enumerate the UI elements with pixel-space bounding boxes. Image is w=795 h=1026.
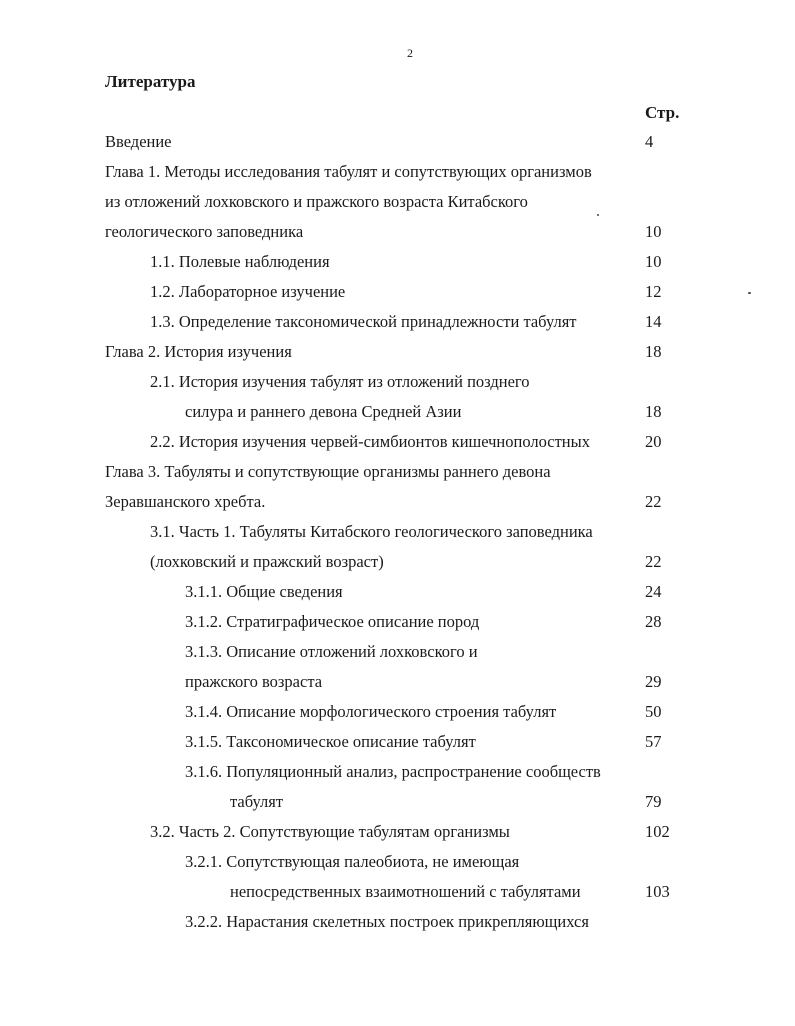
toc-entry-text: 3.1.5. Таксономическое описание табулят <box>185 732 476 751</box>
toc-entry-text: Введение <box>105 132 172 151</box>
toc-entry-3-2-1-cont <box>0 881 795 911</box>
toc-entry-text: 3.1.4. Описание морфологического строения табулят <box>185 702 557 721</box>
toc-entry-text: Глава 2. История изучения <box>105 342 292 361</box>
toc-entry-3-1-4 <box>0 701 795 731</box>
toc-entry-3-1-1 <box>0 581 795 611</box>
toc-entry-chapter-3 <box>0 461 795 491</box>
toc-entry-text: 3.2.1. Сопутствующая палеобиота, не имеющая <box>185 852 520 871</box>
toc-entry-3-2-2 <box>0 911 795 941</box>
toc-entry-3-1-5 <box>0 731 795 761</box>
toc-entry-introduction <box>0 131 795 161</box>
toc-entry-page: 22 <box>645 492 662 511</box>
toc-entry-text: 2.2. История изучения червей-симбионтов кишечнополостных <box>150 432 590 451</box>
toc-entry-3-1-3 <box>0 641 795 671</box>
toc-entry-text: непосредственных взаимотношений с табулятами <box>230 882 581 901</box>
toc-entry-text: (лохковский и пражский возраст) <box>150 552 384 571</box>
toc-entry-page: 18 <box>645 402 662 421</box>
toc-entry-chapter-3-cont <box>0 491 795 521</box>
toc-entry-text: 3.1. Часть 1. Табуляты Китабского геологического заповедника <box>150 522 593 541</box>
toc-entry-1-2 <box>0 281 795 311</box>
toc-entry-3-1 <box>0 521 795 551</box>
toc-entry-page: 103 <box>645 882 670 901</box>
toc-entry-text: 3.1.3. Описание отложений лохковского и <box>185 642 478 661</box>
toc-entry-2-1-cont <box>0 401 795 431</box>
toc-entry-3-2-1 <box>0 851 795 881</box>
page-number: 2 <box>407 46 413 60</box>
toc-entry-2-1 <box>0 371 795 401</box>
toc-entry-page: 22 <box>645 552 662 571</box>
toc-entry-text: силура и раннего девона Средней Азии <box>185 402 462 421</box>
toc-entry-page: 12 <box>645 282 662 301</box>
toc-entry-text: табулят <box>230 792 284 811</box>
toc-entry-text: 3.1.1. Общие сведения <box>185 582 343 601</box>
toc-entry-text: Глава 3. Табуляты и сопутствующие организмы раннего девона <box>105 462 551 481</box>
toc-entry-text: Зеравшанского хребта. <box>105 492 266 511</box>
toc-entry-page: 29 <box>645 672 662 691</box>
toc-entry-page: 24 <box>645 582 662 601</box>
toc-entry-text: 3.1.6. Популяционный анализ, распространение сообществ <box>185 762 601 781</box>
toc-entry-page: 57 <box>645 732 662 751</box>
toc-entry-3-1-cont <box>0 551 795 581</box>
scan-speck <box>597 214 599 216</box>
toc-entry-3-1-2 <box>0 611 795 641</box>
toc-entry-1-3 <box>0 311 795 341</box>
toc-entry-text: 1.2. Лабораторное изучение <box>150 282 346 301</box>
toc-entry-page: 14 <box>645 312 662 331</box>
toc-entry-2-2 <box>0 431 795 461</box>
toc-entry-text: 1.1. Полевые наблюдения <box>150 252 330 271</box>
page-column-header: Стр. <box>645 103 680 122</box>
toc-entry-page: 20 <box>645 432 662 451</box>
toc-entry-text: 2.1. История изучения табулят из отложений позднего <box>150 372 530 391</box>
toc-entry-3-2 <box>0 821 795 851</box>
toc-entry-chapter-1-cont <box>0 191 795 221</box>
toc-entry-text: геологического заповедника <box>105 222 304 241</box>
scan-speck <box>748 292 751 294</box>
toc-entry-page: 102 <box>645 822 670 841</box>
toc-entry-text: 3.1.2. Стратиграфическое описание пород <box>185 612 480 631</box>
toc-entry-1-1 <box>0 251 795 281</box>
table-of-contents <box>0 131 795 941</box>
toc-entry-chapter-1-end <box>0 221 795 251</box>
toc-entry-text: пражского возраста <box>185 672 323 691</box>
toc-entry-chapter-1 <box>0 161 795 191</box>
toc-entry-text: Глава 1. Методы исследования табулят и сопутствующих организмов <box>105 162 592 181</box>
toc-entry-text: из отложений лохковского и пражского возраста Китабского <box>105 192 528 211</box>
toc-entry-page: 10 <box>645 252 662 271</box>
toc-entry-3-1-6-cont <box>0 791 795 821</box>
toc-entry-text: 3.2. Часть 2. Сопутствующие табулятам организмы <box>150 822 510 841</box>
toc-entry-page: 10 <box>645 222 662 241</box>
toc-entry-text: 3.2.2. Нарастания скелетных построек прикрепляющихся <box>185 912 589 931</box>
toc-entry-3-1-6 <box>0 761 795 791</box>
toc-entry-page: 28 <box>645 612 662 631</box>
toc-entry-page: 18 <box>645 342 662 361</box>
toc-entry-text: 1.3. Определение таксономической принадлежности табулят <box>150 312 577 331</box>
toc-entry-page: 79 <box>645 792 662 811</box>
document-heading: Литература <box>105 72 196 91</box>
toc-entry-3-1-3-cont <box>0 671 795 701</box>
toc-entry-page: 4 <box>645 132 654 151</box>
toc-entry-page: 50 <box>645 702 662 721</box>
toc-entry-chapter-2 <box>0 341 795 371</box>
